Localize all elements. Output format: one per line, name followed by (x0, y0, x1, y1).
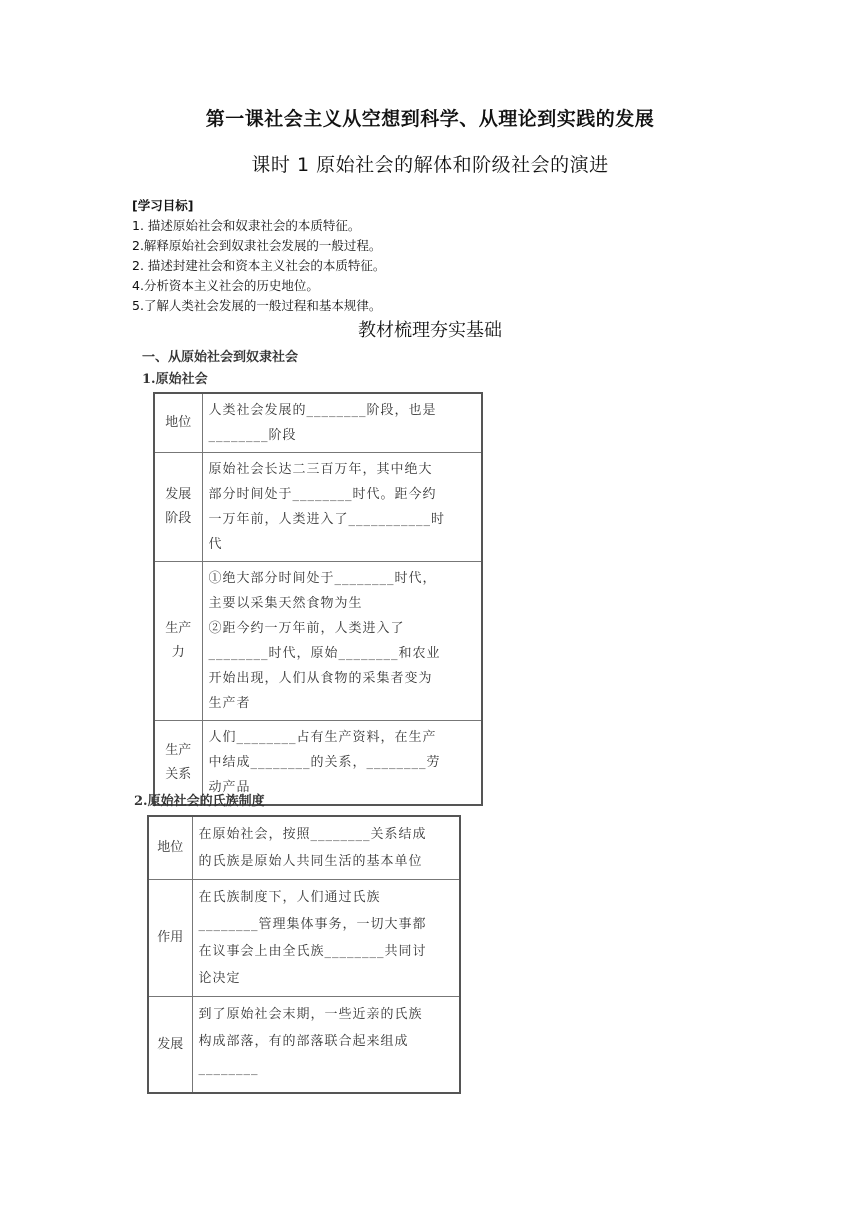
subsection-heading: 2.原始社会的氏族制度 (134, 794, 265, 809)
value-line: 主要以采集天然食物为生 (208, 596, 363, 611)
row-key: 地位 (148, 816, 192, 880)
value-line: 的氏族是原始人共同生活的基本单位 (198, 854, 423, 869)
row-value (202, 453, 482, 562)
table-row (154, 562, 482, 721)
key-line: 生产 (165, 742, 192, 758)
row-key: 发展 (148, 997, 192, 1094)
value-line: 原始社会长达二三百万年，其中绝大 (208, 462, 433, 477)
goal-item: 2. 描述封建社会和资本主义社会的本质特征。 (132, 258, 386, 273)
value-line: 构成部落，有的部落联合起来组成 (198, 1034, 409, 1049)
table-row (148, 880, 460, 997)
value-line: 在议事会上由全氏族________共同讨 (198, 944, 427, 959)
section-banner: 教材梳理夯实基础 (358, 320, 502, 341)
goal-item: 5.了解人类社会发展的一般过程和基本规律。 (132, 298, 382, 313)
table-row (148, 997, 460, 1094)
learning-goals (132, 196, 385, 316)
value-line: ________阶段 (208, 428, 297, 443)
value-line: ①绝大部分时间处于________时代， (208, 571, 437, 586)
value-line: ②距今约一万年前，人类进入了 (208, 621, 405, 636)
clan-system-table (147, 815, 461, 1094)
key-line: 关系 (165, 766, 192, 782)
primitive-society-table (153, 392, 483, 806)
value-line: 人们________占有生产资料，在生产 (208, 730, 437, 745)
goal-item: 2.解释原始社会到奴隶社会发展的一般过程。 (132, 238, 382, 253)
value-line: 开始出现，人们从食物的采集者变为 (208, 671, 433, 686)
row-key: 生产力 (154, 562, 202, 721)
value-line: 在氏族制度下，人们通过氏族 (198, 890, 381, 905)
lesson-subtitle: 课时 1 原始社会的解体和阶级社会的演进 (251, 154, 609, 176)
value-line: ________管理集体事务，一切大事都 (198, 917, 427, 932)
row-value (192, 997, 460, 1094)
section-heading: 一、从原始社会到奴隶社会 (142, 350, 299, 365)
value-line: 动产品 (208, 780, 251, 795)
key-line: 阶段 (165, 511, 192, 526)
row-key: 作用 (148, 880, 192, 997)
row-key: 地位 (154, 393, 202, 453)
value-line: 一万年前，人类进入了___________时 (208, 512, 446, 527)
value-line: ________时代，原始________和农业 (208, 646, 441, 661)
row-value (192, 816, 460, 880)
page-title: 第一课社会主义从空想到科学、从理论到实践的发展 (205, 108, 655, 130)
value-line: 生产者 (208, 696, 251, 711)
table-row (148, 816, 460, 880)
value-line: 论决定 (198, 971, 241, 986)
value-line: 人类社会发展的________阶段，也是 (208, 403, 437, 418)
value-line: 代 (208, 537, 223, 552)
table-row (154, 393, 482, 453)
value-line: 中结成________的关系，________劳 (208, 755, 441, 770)
subsection-heading: 1.原始社会 (142, 372, 208, 387)
row-value (202, 562, 482, 721)
row-key (154, 453, 202, 562)
goal-item: 1. 描述原始社会和奴隶社会的本质特征。 (132, 218, 361, 233)
value-line: 到了原始社会末期，一些近亲的氏族 (198, 1007, 423, 1022)
goals-heading: [学习目标] (132, 198, 194, 213)
key-line: 发展 (165, 487, 192, 502)
goal-item: 4.分析资本主义社会的历史地位。 (132, 278, 319, 293)
table-row (154, 453, 482, 562)
value-line: 在原始社会，按照________关系结成 (198, 827, 427, 842)
value-line: 部分时间处于________时代。距今约 (208, 487, 437, 502)
value-line: ________ (198, 1061, 259, 1076)
row-value (192, 880, 460, 997)
row-value (202, 393, 482, 453)
